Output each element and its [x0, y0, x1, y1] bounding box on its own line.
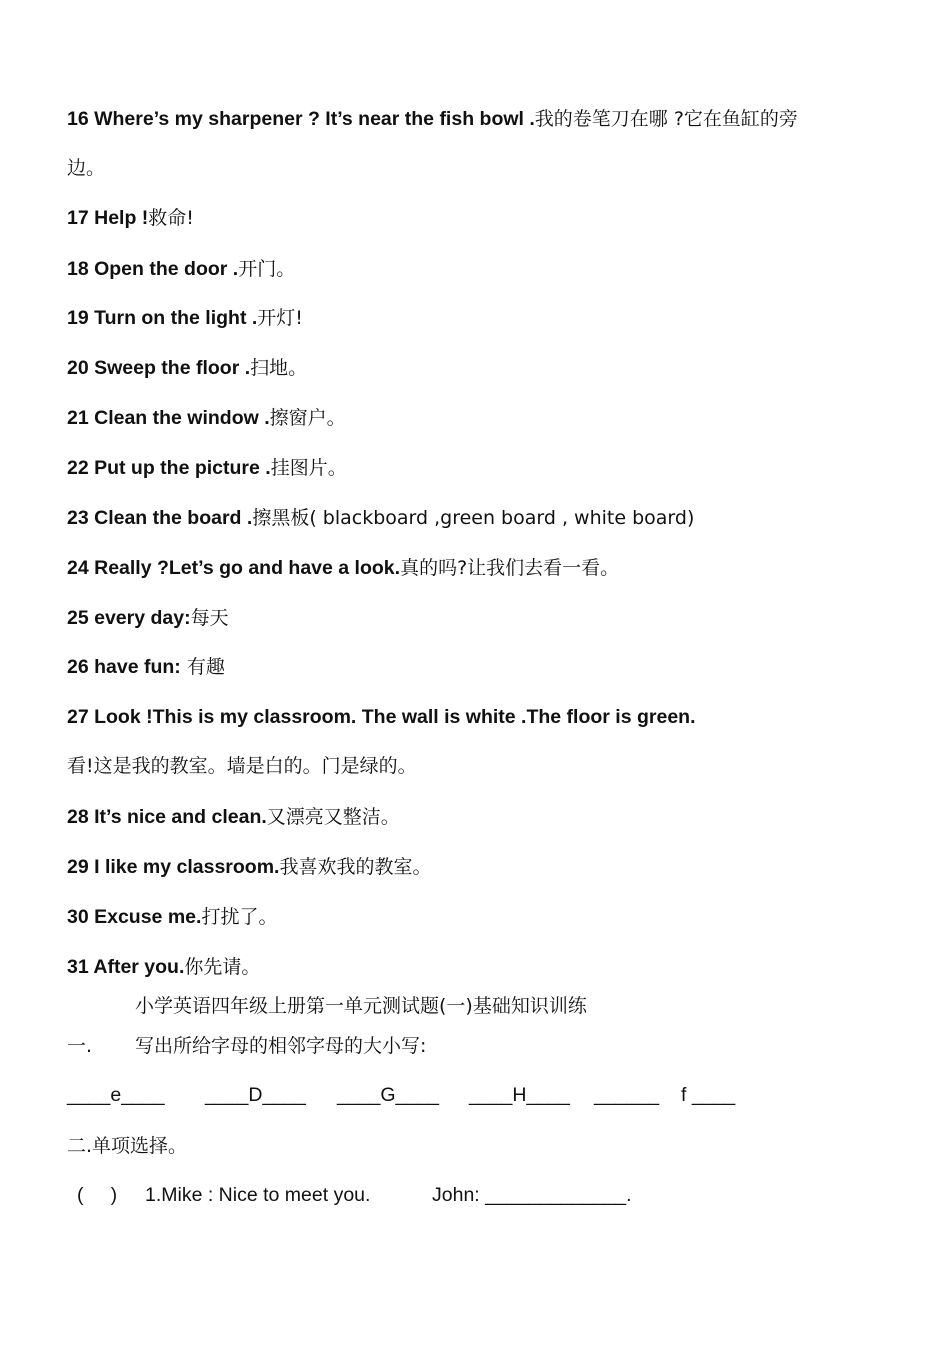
vocab-chinese: 我的卷笔刀在哪 ?它在鱼缸的旁 — [534, 108, 798, 130]
vocab-chinese: 你先请。 — [184, 956, 261, 978]
vocab-english: 21 Clean the window . — [67, 407, 270, 429]
vocab-english: 20 Sweep the floor . — [67, 357, 251, 379]
vocab-english: 22 Put up the picture . — [67, 457, 271, 479]
vocab-item-27 — [67, 705, 696, 729]
vocab-item-24 — [67, 556, 619, 580]
question-1-text: 1.Mike : Nice to meet you. — [145, 1184, 371, 1206]
vocab-english: 26 have fun: — [67, 656, 181, 678]
vocab-chinese: 擦窗户。 — [269, 407, 346, 429]
question-1-answer-paren[interactable]: ( ) — [77, 1184, 118, 1206]
vocab-english: 28 It’s nice and clean. — [67, 806, 267, 828]
vocab-item-22 — [67, 456, 347, 480]
vocab-chinese: 扫地。 — [250, 357, 308, 379]
letter-blank-D[interactable]: ____D____ — [205, 1084, 306, 1106]
letter-blank-H[interactable]: ____H____ — [469, 1084, 570, 1106]
vocab-chinese: 挂图片。 — [270, 457, 347, 479]
letter-blank-f[interactable]: f ____ — [681, 1084, 736, 1106]
section-2-title: 二.单项选择。 — [67, 1135, 188, 1157]
test-title-text: 小学英语四年级上册第一单元测试题(一)基础知识训练 — [135, 995, 587, 1017]
letter-blank-empty[interactable]: ______ — [594, 1084, 660, 1106]
vocab-item-31 — [67, 955, 260, 979]
section-1-title: 写出所给字母的相邻字母的大小写: — [135, 1035, 427, 1057]
vocab-chinese: 看!这是我的教室。墙是白的。门是绿的。 — [67, 755, 417, 777]
vocab-item-20 — [67, 356, 307, 380]
vocab-item-25 — [67, 606, 229, 630]
vocab-item-27-translation — [67, 754, 417, 778]
vocab-item-26 — [67, 655, 225, 679]
vocab-item-19 — [67, 306, 303, 330]
vocab-english: 24 Really ?Let’s go and have a look. — [67, 557, 401, 579]
test-title — [135, 994, 587, 1018]
vocab-english: 29 I like my classroom. — [67, 856, 280, 878]
vocab-chinese: 又漂亮又整洁。 — [266, 806, 400, 828]
vocab-english: 23 Clean the board . — [67, 507, 253, 529]
vocab-item-16 — [67, 107, 798, 131]
vocab-chinese: 擦黑板( blackboard ,green board , white board) — [252, 507, 695, 529]
vocab-english: 27 Look !This is my classroom. The wall is white .The floor is green. — [67, 706, 696, 728]
letter-blank-G[interactable]: ____G____ — [337, 1084, 439, 1106]
vocab-english: 16 Where’s my sharpener ? It’s near the fish bowl . — [67, 108, 535, 130]
section-1-heading — [67, 1034, 426, 1058]
vocab-item-23 — [67, 506, 694, 530]
section-2-heading — [67, 1134, 187, 1158]
vocab-item-28 — [67, 805, 400, 829]
vocab-english: 18 Open the door . — [67, 258, 239, 280]
vocab-chinese: 开门。 — [238, 258, 296, 280]
section-1-number: 一. — [67, 1035, 93, 1057]
vocab-english: 17 Help ! — [67, 207, 149, 229]
vocab-english: 25 every day: — [67, 607, 191, 629]
vocab-chinese: 开灯! — [257, 307, 303, 329]
vocab-chinese: 边。 — [67, 157, 106, 179]
vocab-english: 19 Turn on the light . — [67, 307, 258, 329]
vocab-english: 30 Excuse me. — [67, 906, 202, 928]
vocab-chinese: 救命! — [148, 207, 194, 229]
vocab-chinese: 真的吗?让我们去看一看。 — [400, 557, 620, 579]
vocab-chinese: 有趣 — [180, 656, 225, 678]
vocab-item-29 — [67, 855, 431, 879]
vocab-item-18 — [67, 257, 295, 281]
vocab-item-30 — [67, 905, 277, 929]
vocab-item-16-continued — [67, 156, 105, 180]
vocab-item-17 — [67, 206, 194, 230]
vocab-chinese: 我喜欢我的教室。 — [279, 856, 432, 878]
letter-blank-e[interactable]: ____e____ — [67, 1084, 165, 1106]
vocab-chinese: 打扰了。 — [201, 906, 278, 928]
vocab-item-21 — [67, 406, 346, 430]
question-1-reply[interactable]: John: _____________. — [432, 1184, 632, 1206]
vocab-chinese: 每天 — [190, 607, 229, 629]
vocab-english: 31 After you. — [67, 956, 185, 978]
